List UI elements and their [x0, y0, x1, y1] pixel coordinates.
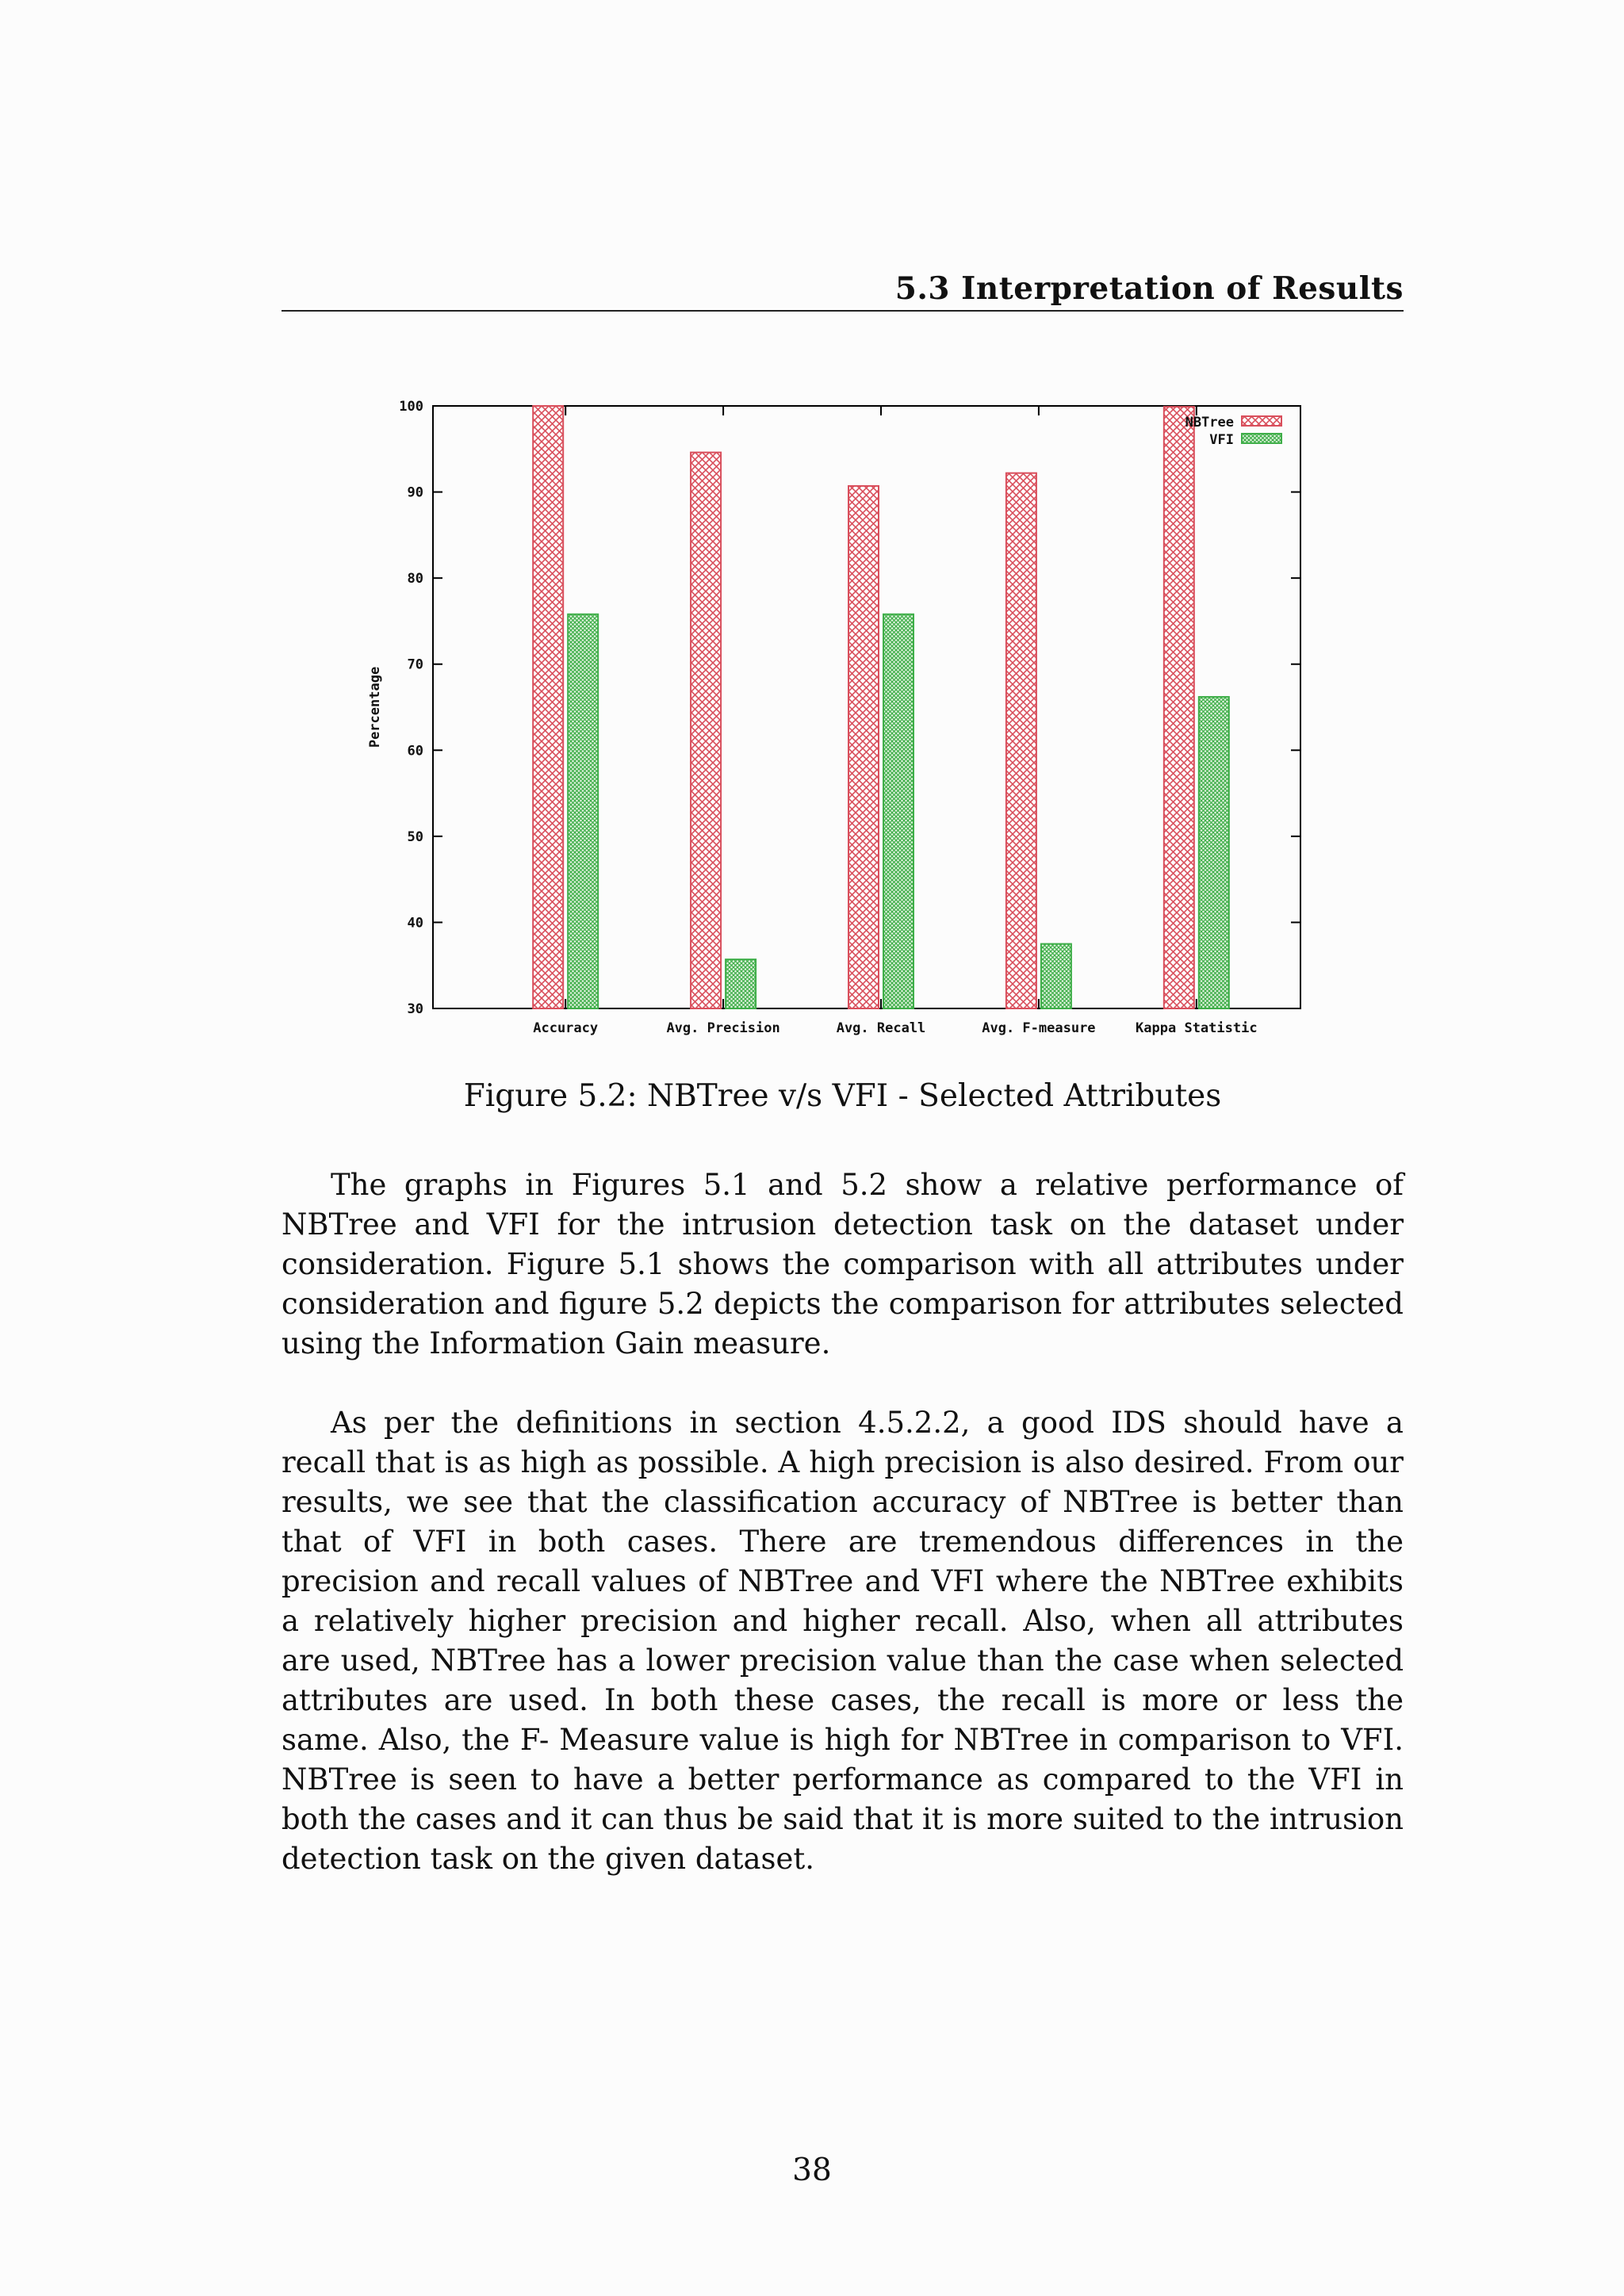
y-tick-label: 40: [407, 915, 423, 932]
bar-nbtree-3: [848, 486, 879, 1008]
x-tick-label: Avg. Precision: [666, 1020, 780, 1036]
bar-vfi-1: [568, 614, 598, 1008]
y-tick-label: 50: [407, 828, 423, 845]
bar-vfi-5: [1199, 697, 1229, 1008]
bar-vfi-4: [1041, 944, 1071, 1008]
legend-swatch-nbtree: [1242, 416, 1281, 426]
legend-label-nbtree: NBTree: [1185, 415, 1234, 430]
bar-nbtree-5: [1164, 407, 1194, 1008]
x-tick-label: Kappa Statistic: [1136, 1020, 1258, 1036]
y-tick-label: 80: [407, 571, 423, 587]
legend-label-vfi: VFI: [1209, 432, 1234, 448]
paragraph-1-text: The graphs in Figures 5.1 and 5.2 show a relative performance of NBTree and VFI for the intrusion detection task on the dataset under consideration. Figure 5.1 shows the comparison with all attributes under consideration and figure 5.2 depicts the comparison for attributes selected using the Information Gain measure.: [282, 1168, 1404, 1360]
bar-vfi-2: [726, 959, 756, 1008]
y-tick-label: 90: [407, 484, 423, 501]
figure-chart: [349, 385, 1316, 1043]
bar-vfi-3: [883, 614, 914, 1008]
paragraph-2: [282, 1403, 1404, 1879]
paragraph-2-text: As per the definitions in section 4.5.2.2, a good IDS should have a recall that is as high as possible. A high precision is also desired. From our results, we see that the classification accuracy of NBTree is better than that of VFI in both cases. There are tremendous differences in the precision and recall values of NBTree and VFI where the NBTree exhibits a relatively higher precision and higher recall. Also, when all attributes are used, NBTree has a lower precision value than the case when selected attributes are used. In both these cases, the recall is more or less the same. Also, the F- Measure value is high for NBTree in comparison to VFI. NBTree is seen to have a better performance as compared to the VFI in both the cases and it can thus be said that it is more suited to the intrusion detection task on the given dataset.: [282, 1406, 1404, 1876]
y-tick-label: 30: [407, 1001, 423, 1017]
bar-chart: [349, 385, 1316, 1043]
x-tick-label: Accuracy: [533, 1020, 599, 1036]
y-tick-label: 60: [407, 743, 423, 760]
x-tick-label: Avg. F-measure: [982, 1020, 1096, 1036]
y-tick-label: 70: [407, 656, 423, 673]
bar-nbtree-2: [691, 453, 721, 1008]
page-number: 38: [792, 2152, 832, 2188]
running-header-title: 5.3 Interpretation of Results: [894, 270, 1404, 307]
y-tick-label: 100: [399, 399, 423, 415]
x-tick-label: Avg. Recall: [836, 1020, 926, 1036]
figure-caption: Figure 5.2: NBTree v/s VFI - Selected Attributes: [463, 1078, 1222, 1114]
bar-nbtree-1: [533, 406, 563, 1008]
bar-nbtree-4: [1006, 473, 1036, 1008]
legend-swatch-vfi: [1242, 434, 1281, 443]
y-axis-label: Percentage: [367, 666, 383, 748]
paragraph-1: [282, 1165, 1404, 1364]
running-header: [282, 266, 1404, 312]
